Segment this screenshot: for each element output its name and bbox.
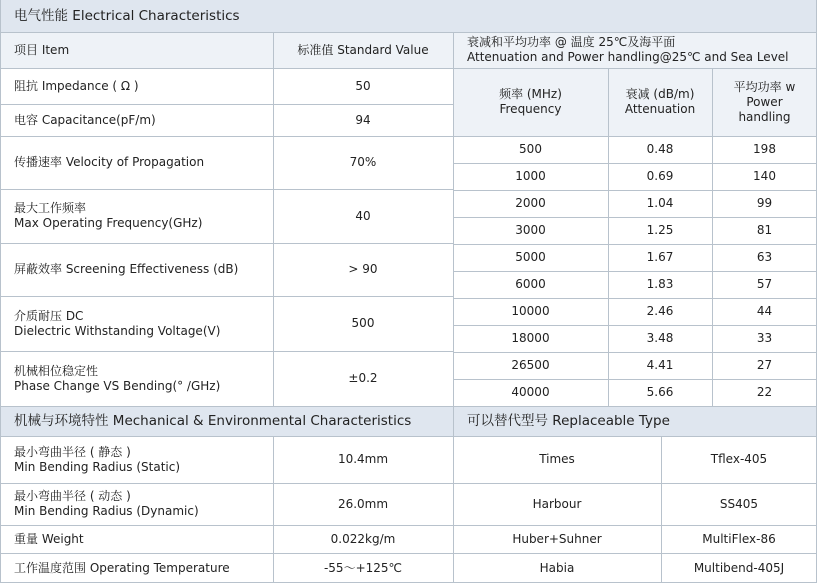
attenuation-cell-text: 3000 <box>515 223 546 237</box>
attenuation-cell-text: 10000 <box>511 304 550 318</box>
mechanical-item-label <box>0 436 273 483</box>
attenuation-cell-text: 198 <box>753 142 776 156</box>
mechanical-item-value-text: 10.4mm <box>337 452 389 466</box>
attenuation-cell-text: 1000 <box>515 169 546 183</box>
table-rule <box>0 525 453 526</box>
mechanical-item-label-text: 最小弯曲半径 ( 动态 ) <box>14 489 131 503</box>
table-rule <box>453 32 454 406</box>
attenuation-col-header-text: Frequency <box>499 102 562 116</box>
attenuation-cell-text: 33 <box>756 331 773 345</box>
attenuation-col-header-text: 频率 (MHz) <box>499 87 562 101</box>
electrical-item-label <box>0 243 273 296</box>
attenuation-cell-text: 18000 <box>511 331 550 345</box>
table-rule <box>453 190 817 191</box>
attenuation-cell-text: 2000 <box>515 196 546 210</box>
attenuation-cell <box>453 271 608 298</box>
attenuation-cell-text: 40000 <box>511 385 550 399</box>
attenuation-cell-text: 5.66 <box>646 385 674 399</box>
table-rule <box>453 483 817 484</box>
mechanical-item-label <box>0 525 273 553</box>
attenuation-cell <box>712 379 817 406</box>
mechanical-item-value-text: -55～+125℃ <box>323 560 403 575</box>
electrical-item-value-text: 70% <box>349 155 377 169</box>
attenuation-cell-text: 0.69 <box>646 169 674 183</box>
mechanical-item-value-text: 26.0mm <box>337 496 389 511</box>
table-rule <box>273 32 274 406</box>
table-rule <box>0 189 453 190</box>
replaceable-model <box>661 483 817 525</box>
table-rule <box>453 406 454 583</box>
attenuation-cell <box>453 163 608 190</box>
electrical-heading-text: 电气性能 Electrical Characteristics <box>14 7 240 24</box>
electrical-item-value <box>273 243 453 296</box>
replaceable-model <box>661 525 817 553</box>
replaceable-model <box>661 553 817 583</box>
col-header-value <box>273 32 453 68</box>
attenuation-cell-text: 26500 <box>511 358 550 372</box>
electrical-item-label-text: 最大工作频率 <box>14 201 87 215</box>
electrical-item-label <box>0 136 273 189</box>
mechanical-item-label <box>0 553 273 583</box>
attenuation-cell <box>608 217 712 244</box>
attenuation-cell <box>453 379 608 406</box>
col-header-value-text: 标准值 Standard Value <box>297 42 429 57</box>
table-rule <box>0 406 817 407</box>
electrical-item-label-text: Max Operating Frequency(GHz) <box>14 216 203 230</box>
attenuation-cell-text: 0.48 <box>646 142 674 156</box>
table-rule <box>712 68 713 406</box>
electrical-item-value <box>273 136 453 189</box>
attenuation-cell <box>712 163 817 190</box>
attenuation-cell <box>712 136 817 163</box>
attenuation-title-text: Attenuation and Power handling@25℃ and Sea Level <box>467 50 789 64</box>
replaceable-model <box>661 436 817 483</box>
table-rule <box>453 553 817 554</box>
replaceable-model-text: Tflex-405 <box>710 452 768 466</box>
attenuation-cell-text: 140 <box>753 169 776 183</box>
attenuation-cell <box>712 271 817 298</box>
table-rule <box>453 379 817 380</box>
table-rule <box>0 68 817 69</box>
electrical-item-label <box>0 68 273 104</box>
table-rule <box>453 244 817 245</box>
replaceable-model-text: Multibend-405J <box>693 560 785 575</box>
electrical-item-value <box>273 189 453 243</box>
attenuation-cell-text: 2.46 <box>646 304 674 318</box>
table-rule <box>453 217 817 218</box>
electrical-item-value-text: ±0.2 <box>348 371 378 385</box>
replaceable-model-text: SS405 <box>719 496 759 511</box>
replaceable-brand <box>453 436 661 483</box>
electrical-item-label-text: 介质耐压 DC <box>14 308 84 323</box>
table-rule <box>0 436 817 437</box>
attenuation-cell <box>712 244 817 271</box>
attenuation-cell <box>453 325 608 352</box>
attenuation-cell-text: 22 <box>756 385 773 399</box>
col-header-item <box>0 32 273 68</box>
electrical-item-label-text: 屏蔽效率 Screening Effectiveness (dB) <box>14 262 239 276</box>
table-rule <box>0 136 453 137</box>
electrical-item-value-text: 40 <box>355 208 371 223</box>
attenuation-col-header <box>608 68 712 136</box>
table-rule <box>0 553 453 554</box>
table-rule <box>0 104 453 105</box>
table-rule <box>453 525 817 526</box>
electrical-item-label-text: 电容 Capacitance(pF/m) <box>14 112 156 127</box>
replaceable-brand <box>453 525 661 553</box>
electrical-item-label-text: Phase Change VS Bending(° /GHz) <box>14 378 221 393</box>
electrical-item-label-text: 传播速率 Velocity of Propagation <box>14 155 205 169</box>
table-rule <box>453 325 817 326</box>
attenuation-cell <box>712 190 817 217</box>
electrical-item-label <box>0 296 273 351</box>
attenuation-cell <box>608 271 712 298</box>
attenuation-cell-text: 44 <box>756 304 773 318</box>
attenuation-col-header-text: 平均功率 w <box>733 79 796 94</box>
attenuation-cell <box>453 217 608 244</box>
mechanical-item-label-text: Min Bending Radius (Static) <box>14 459 181 474</box>
attenuation-cell-text: 99 <box>756 196 773 210</box>
electrical-item-value-text: 94 <box>355 112 371 127</box>
attenuation-cell-text: 5000 <box>515 250 546 264</box>
attenuation-cell <box>712 217 817 244</box>
electrical-item-label-text: Dielectric Withstanding Voltage(V) <box>14 323 221 338</box>
table-rule <box>0 296 453 297</box>
mechanical-heading <box>0 406 453 436</box>
electrical-item-label-text: 机械相位稳定性 <box>14 363 99 378</box>
mechanical-item-value-text: 0.022kg/m <box>330 531 396 546</box>
attenuation-col-header-text: handling <box>738 109 791 124</box>
table-rule <box>453 352 817 353</box>
mechanical-item-value <box>273 525 453 553</box>
electrical-item-value <box>273 296 453 351</box>
mechanical-item-label-text: 工作温度范围 Operating Temperature <box>14 560 230 575</box>
replaceable-brand-text: Harbour <box>532 496 582 511</box>
attenuation-col-header-text: 衰减 (dB/m) <box>625 87 695 101</box>
attenuation-title <box>453 32 817 68</box>
attenuation-cell-text: 81 <box>756 223 773 237</box>
replaceable-brand-text: Times <box>539 452 575 466</box>
attenuation-cell <box>608 379 712 406</box>
table-rule <box>453 163 817 164</box>
replaceable-heading-text: 可以替代型号 Replaceable Type <box>467 412 670 429</box>
electrical-item-label <box>0 189 273 243</box>
electrical-item-label <box>0 351 273 406</box>
attenuation-cell <box>608 352 712 379</box>
mechanical-item-label-text: 重量 Weight <box>14 531 84 546</box>
table-rule <box>0 32 817 33</box>
mechanical-item-value <box>273 553 453 583</box>
attenuation-cell-text: 3.48 <box>646 331 674 345</box>
table-rule <box>453 271 817 272</box>
electrical-item-label <box>0 104 273 136</box>
table-rule <box>453 136 817 137</box>
attenuation-cell <box>712 325 817 352</box>
electrical-heading <box>0 0 817 32</box>
col-header-item-text: 项目 Item <box>14 42 70 57</box>
replaceable-heading <box>453 406 817 436</box>
table-rule <box>273 436 274 583</box>
mechanical-item-label-text: 最小弯曲半径 ( 静态 ) <box>14 444 131 459</box>
attenuation-col-header-text: Attenuation <box>624 102 696 116</box>
attenuation-cell-text: 1.83 <box>646 277 674 291</box>
attenuation-cell <box>608 325 712 352</box>
electrical-item-value <box>273 104 453 136</box>
attenuation-cell <box>608 298 712 325</box>
electrical-item-value-text: 50 <box>355 78 371 93</box>
attenuation-cell-text: 4.41 <box>646 358 674 372</box>
replaceable-brand-text: Habia <box>539 560 575 575</box>
attenuation-col-header <box>712 68 817 136</box>
replaceable-brand-text: Huber+Suhner <box>512 531 602 546</box>
mechanical-item-value <box>273 436 453 483</box>
attenuation-cell-text: 63 <box>756 250 773 264</box>
table-rule <box>608 68 609 406</box>
attenuation-cell <box>453 190 608 217</box>
attenuation-cell-text: 57 <box>756 277 773 291</box>
attenuation-cell-text: 1.67 <box>646 250 674 264</box>
mechanical-item-value <box>273 483 453 525</box>
replaceable-brand <box>453 553 661 583</box>
attenuation-cell-text: 1.25 <box>646 223 674 237</box>
attenuation-title-text: 衰减和平均功率 @ 温度 25℃及海平面 <box>467 35 676 49</box>
table-rule <box>661 436 662 583</box>
replaceable-brand <box>453 483 661 525</box>
mechanical-heading-text: 机械与环境特性 Mechanical & Environmental Characteristics <box>14 412 412 429</box>
attenuation-cell <box>608 163 712 190</box>
attenuation-cell-text: 1.04 <box>646 196 674 210</box>
attenuation-cell <box>453 298 608 325</box>
mechanical-item-label-text: Min Bending Radius (Dynamic) <box>14 504 199 518</box>
table-rule <box>0 243 453 244</box>
replaceable-model-text: MultiFlex-86 <box>702 531 776 546</box>
electrical-item-label-text: 阻抗 Impedance ( Ω ) <box>14 78 139 93</box>
attenuation-cell-text: 6000 <box>515 277 546 291</box>
attenuation-cell <box>453 244 608 271</box>
electrical-item-value <box>273 68 453 104</box>
table-rule <box>453 298 817 299</box>
attenuation-cell <box>712 298 817 325</box>
table-rule <box>0 483 453 484</box>
attenuation-cell <box>608 136 712 163</box>
mechanical-item-label <box>0 483 273 525</box>
attenuation-cell <box>712 352 817 379</box>
attenuation-cell <box>453 136 608 163</box>
table-rule <box>0 351 453 352</box>
electrical-item-value <box>273 351 453 406</box>
attenuation-cell <box>608 244 712 271</box>
attenuation-cell <box>608 190 712 217</box>
electrical-item-value-text: > 90 <box>348 262 378 276</box>
attenuation-cell-text: 500 <box>519 142 542 156</box>
electrical-item-value-text: 500 <box>351 316 375 330</box>
table-rule <box>0 0 1 583</box>
attenuation-cell <box>453 352 608 379</box>
attenuation-col-header <box>453 68 608 136</box>
attenuation-col-header-text: Power <box>746 94 783 109</box>
attenuation-cell-text: 27 <box>756 358 773 372</box>
